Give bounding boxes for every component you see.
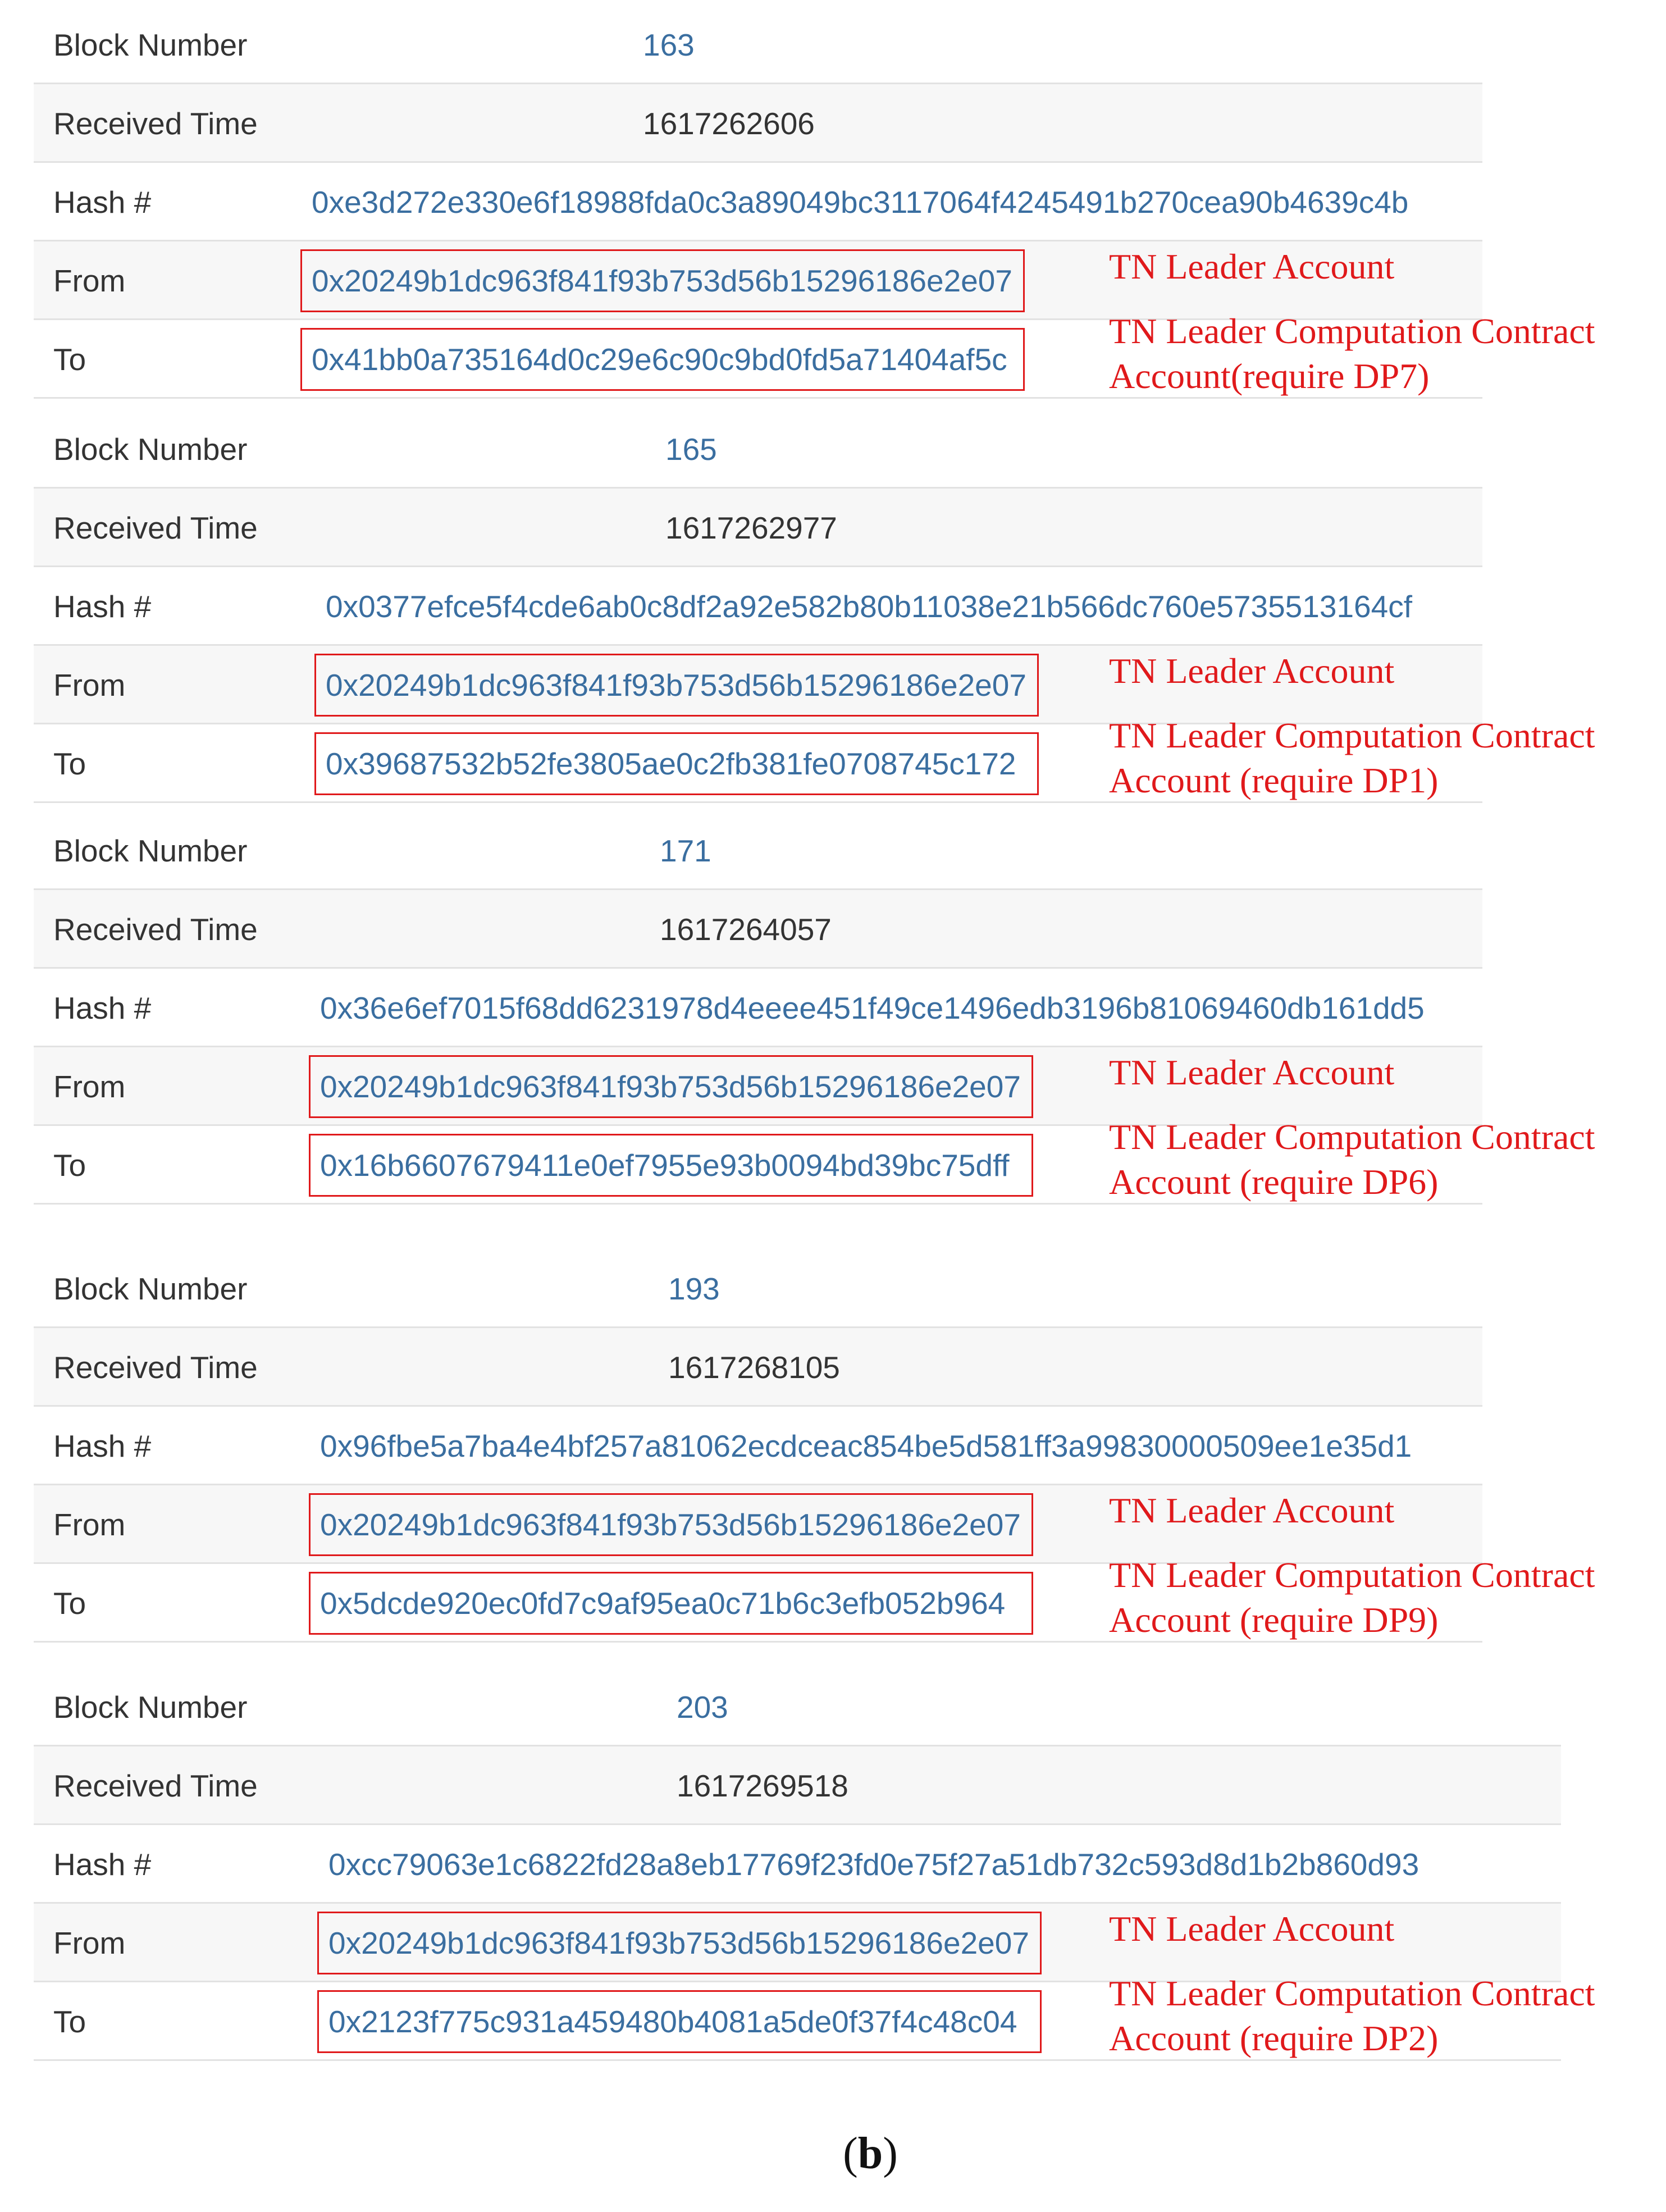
to-annotation-line1: TN Leader Computation Contract	[1109, 1555, 1595, 1595]
from-highlight-box	[300, 249, 1025, 312]
hash-label: Hash #	[53, 1429, 152, 1463]
row-block-number	[34, 6, 1482, 84]
received-time-label: Received Time	[53, 912, 258, 947]
from-label: From	[53, 1069, 126, 1104]
from-label: From	[53, 1926, 126, 1960]
to-highlight-box	[314, 732, 1039, 795]
block-number-label: Block Number	[53, 1690, 248, 1725]
block-number-label: Block Number	[53, 28, 248, 62]
hash-label: Hash #	[53, 589, 152, 624]
block-number-value[interactable]: 193	[668, 1271, 720, 1306]
from-value[interactable]: 0x20249b1dc963f841f93b753d56b15296186e2e07	[312, 263, 1012, 298]
received-time-label: Received Time	[53, 1350, 258, 1385]
to-label: To	[53, 746, 86, 781]
hash-value[interactable]: 0x36e6ef7015f68dd6231978d4eeee451f49ce1496edb3196b81069460db161dd5	[320, 991, 1425, 1025]
block-number-value[interactable]: 163	[643, 28, 695, 62]
hash-value[interactable]: 0x0377efce5f4cde6ab0c8df2a92e582b80b11038e21b566dc760e5735513164cf	[326, 589, 1412, 624]
from-label: From	[53, 263, 126, 298]
from-highlight-box	[317, 1912, 1042, 1974]
block-number-label: Block Number	[53, 432, 248, 467]
to-highlight-box	[300, 328, 1025, 391]
row-received-time	[34, 1746, 1561, 1825]
row-received-time	[34, 84, 1482, 163]
block-number-value[interactable]: 165	[665, 432, 717, 467]
received-time-value: 1617264057	[660, 912, 832, 947]
caption-letter: b	[857, 2129, 883, 2178]
from-value[interactable]: 0x20249b1dc963f841f93b753d56b15296186e2e07	[326, 668, 1026, 703]
to-value[interactable]: 0x5dcde920ec0fd7c9af95ea0c71b6c3efb052b964	[320, 1586, 1006, 1621]
to-value[interactable]: 0x16b6607679411e0ef7955e93b0094bd39bc75dff	[320, 1148, 1010, 1183]
figure-caption: (b)	[843, 2129, 898, 2178]
from-highlight-box	[309, 1055, 1033, 1118]
block-number-value[interactable]: 171	[660, 833, 711, 868]
to-highlight-box	[317, 1990, 1042, 2053]
received-time-label: Received Time	[53, 1768, 258, 1803]
to-label: To	[53, 1148, 86, 1183]
hash-value[interactable]: 0x96fbe5a7ba4e4bf257a81062ecdceac854be5d581ff3a99830000509ee1e35d1	[320, 1429, 1412, 1463]
from-label: From	[53, 668, 126, 703]
to-highlight-box	[309, 1572, 1033, 1635]
to-annotation-line2: Account (require DP2)	[1109, 2018, 1439, 2058]
to-value[interactable]: 0x39687532b52fe3805ae0c2fb381fe0708745c172	[326, 746, 1016, 781]
from-annotation: TN Leader Account	[1109, 247, 1395, 286]
received-time-value: 1617268105	[668, 1350, 840, 1385]
received-time-label: Received Time	[53, 510, 258, 545]
from-annotation: TN Leader Account	[1109, 651, 1395, 691]
hash-label: Hash #	[53, 185, 152, 220]
received-time-value: 1617262977	[665, 510, 837, 545]
block-number-label: Block Number	[53, 833, 248, 868]
received-time-value: 1617262606	[643, 106, 815, 141]
row-block-number	[34, 1249, 1482, 1328]
from-label: From	[53, 1507, 126, 1542]
row-received-time	[34, 489, 1482, 567]
hash-label: Hash #	[53, 991, 152, 1025]
block-number-value[interactable]: 203	[677, 1690, 728, 1725]
from-annotation: TN Leader Account	[1109, 1909, 1395, 1949]
row-hash	[34, 1407, 1482, 1485]
from-value[interactable]: 0x20249b1dc963f841f93b753d56b15296186e2e07	[320, 1507, 1021, 1542]
row-block-number	[34, 811, 1482, 890]
row-hash	[34, 969, 1482, 1047]
to-value[interactable]: 0x2123f775c931a459480b4081a5de0f37f4c48c04	[328, 2004, 1017, 2039]
from-highlight-box	[314, 654, 1039, 717]
row-received-time	[34, 890, 1482, 969]
from-value[interactable]: 0x20249b1dc963f841f93b753d56b15296186e2e07	[320, 1069, 1021, 1104]
from-value[interactable]: 0x20249b1dc963f841f93b753d56b15296186e2e07	[328, 1926, 1029, 1960]
received-time-label: Received Time	[53, 106, 258, 141]
block-number-label: Block Number	[53, 1271, 248, 1306]
row-block-number	[34, 1668, 1561, 1746]
row-block-number	[34, 410, 1482, 489]
to-highlight-box	[309, 1134, 1033, 1197]
to-annotation-line2: Account (require DP6)	[1109, 1162, 1439, 1202]
from-highlight-box	[309, 1493, 1033, 1556]
to-annotation-line1: TN Leader Computation Contract	[1109, 1117, 1595, 1157]
row-received-time	[34, 1328, 1482, 1407]
to-value[interactable]: 0x41bb0a735164d0c29e6c90c9bd0fd5a71404af5c	[312, 342, 1007, 377]
to-annotation-line1: TN Leader Computation Contract	[1109, 1973, 1595, 2013]
hash-value[interactable]: 0xe3d272e330e6f18988fda0c3a89049bc3117064f4245491b270cea90b4639c4b	[312, 185, 1409, 220]
row-hash	[34, 567, 1482, 646]
row-hash	[34, 1825, 1561, 1904]
row-hash	[34, 163, 1482, 241]
to-annotation-line2: Account (require DP9)	[1109, 1600, 1439, 1640]
to-annotation-line1: TN Leader Computation Contract	[1109, 311, 1595, 351]
received-time-value: 1617269518	[677, 1768, 848, 1803]
to-label: To	[53, 1586, 86, 1621]
from-annotation: TN Leader Account	[1109, 1490, 1395, 1530]
to-label: To	[53, 342, 86, 377]
from-annotation: TN Leader Account	[1109, 1052, 1395, 1092]
to-annotation-line1: TN Leader Computation Contract	[1109, 715, 1595, 755]
to-annotation-line2: Account (require DP1)	[1109, 760, 1439, 800]
to-label: To	[53, 2004, 86, 2039]
hash-value[interactable]: 0xcc79063e1c6822fd28a8eb17769f23fd0e75f27a51db732c593d8d1b2b860d93	[328, 1847, 1419, 1882]
to-annotation-line2: Account(require DP7)	[1109, 356, 1430, 396]
hash-label: Hash #	[53, 1847, 152, 1882]
